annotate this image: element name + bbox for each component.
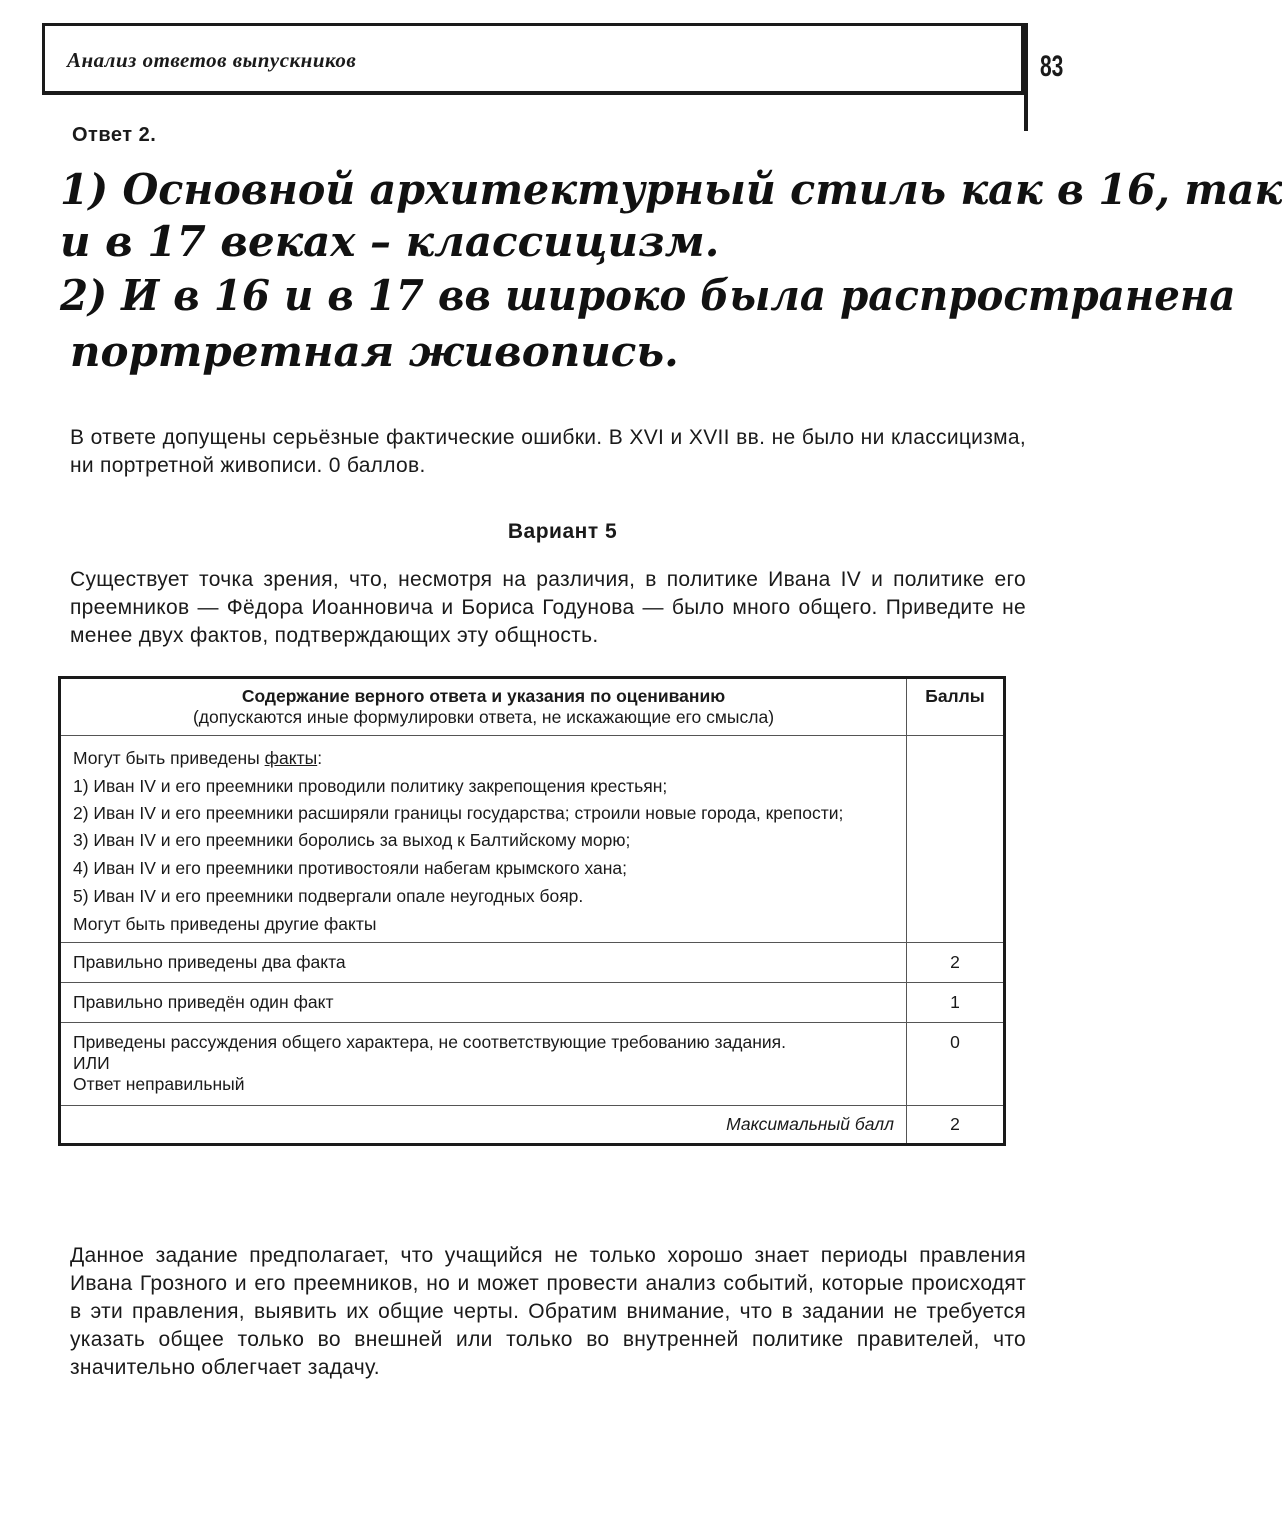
facts-outro: Могут быть приведены другие факты	[73, 914, 377, 934]
table-header-content	[60, 678, 907, 736]
table-header-main: Содержание верного ответа и указания по оцениванию	[241, 686, 726, 706]
facts-intro	[73, 746, 894, 770]
header-rule	[1024, 23, 1028, 131]
grading-table	[58, 676, 1006, 1146]
handwriting-line: 2) И в 16 и в 17 вв широко была распространена	[60, 271, 1236, 320]
row-criterion: Правильно приведён один факт	[60, 983, 907, 1023]
handwriting-line: портретная живопись.	[70, 327, 679, 376]
facts-intro-word: факты	[264, 748, 318, 768]
table-header-sub: (допускаются иные формулировки ответа, не искажающие его смысла)	[192, 707, 775, 727]
table-row-max	[60, 1106, 1005, 1145]
fact-item: 4) Иван IV и его преемники противостояли набегам крымского хана;	[73, 858, 628, 878]
zero-line-3: Ответ неправильный	[73, 1074, 245, 1094]
answer-label: Ответ 2.	[72, 124, 157, 146]
facts-cell	[60, 736, 907, 943]
answer-comment: В ответе допущены серьёзные фактические ошибки. В XVI и XVII вв. не было ни классицизма, ни портретной живописи. 0 баллов.	[70, 426, 1026, 477]
table-row	[60, 943, 1005, 983]
fact-item: 3) Иван IV и его преемники боролись за выход к Балтийскому морю;	[73, 830, 631, 850]
row-criterion: Правильно приведены два факта	[60, 943, 907, 983]
header-box	[42, 23, 1024, 95]
facts-intro-suffix: :	[317, 748, 323, 768]
fact-item: 5) Иван IV и его преемники подвергали опале неугодных бояр.	[73, 886, 584, 906]
fact-item: 2) Иван IV и его преемники расширяли границы государства; строили новые города, крепости;	[73, 803, 844, 823]
max-label: Максимальный балл	[60, 1106, 907, 1145]
row-score: 2	[907, 943, 1005, 983]
variant-question: Существует точка зрения, что, несмотря на различия, в политике Ивана IV и политике его преемников — Фёдора Иоанновича и Бориса Годунова — было много общего. Приведите не менее двух фактов, подтверждающих эту общность.	[70, 568, 1026, 647]
table-row-facts	[60, 736, 1005, 943]
handwriting-line: 1) Основной архитектурный стиль как в 16, так	[60, 165, 1282, 214]
table-row	[60, 1023, 1005, 1106]
max-score: 2	[907, 1106, 1005, 1145]
row-criterion-zero	[60, 1023, 907, 1106]
row-score: 0	[907, 1023, 1005, 1106]
zero-line-2: ИЛИ	[73, 1053, 110, 1073]
facts-score-cell	[907, 736, 1005, 943]
fact-item: 1) Иван IV и его преемники проводили политику закрепощения крестьян;	[73, 776, 668, 796]
table-row	[60, 983, 1005, 1023]
variant-title: Вариант 5	[507, 520, 618, 543]
header-title: Анализ ответов выпускников	[67, 48, 357, 72]
page-number: 83	[1040, 50, 1064, 83]
zero-line-1: Приведены рассуждения общего характера, не соответствующие требованию задания.	[73, 1032, 787, 1052]
handwriting-line: и в 17 веках – классицизм.	[60, 217, 720, 266]
table-header-score: Баллы	[907, 678, 1005, 736]
row-score: 1	[907, 983, 1005, 1023]
facts-intro-prefix: Могут быть приведены	[73, 748, 265, 768]
conclusion-paragraph: Данное задание предполагает, что учащийся не только хорошо знает периоды правления Ивана Грозного и его преемников, но и может провести анализ событий, которые происходят в эти правления, выявить их общие черты. Обратим внимание, что в задании не требуется указать общее только во внешней или только во внутренней политике правителей, что значительно облегчает задачу.	[70, 1244, 1026, 1379]
table-header-row	[60, 678, 1005, 736]
handwritten-answer	[60, 165, 1282, 395]
